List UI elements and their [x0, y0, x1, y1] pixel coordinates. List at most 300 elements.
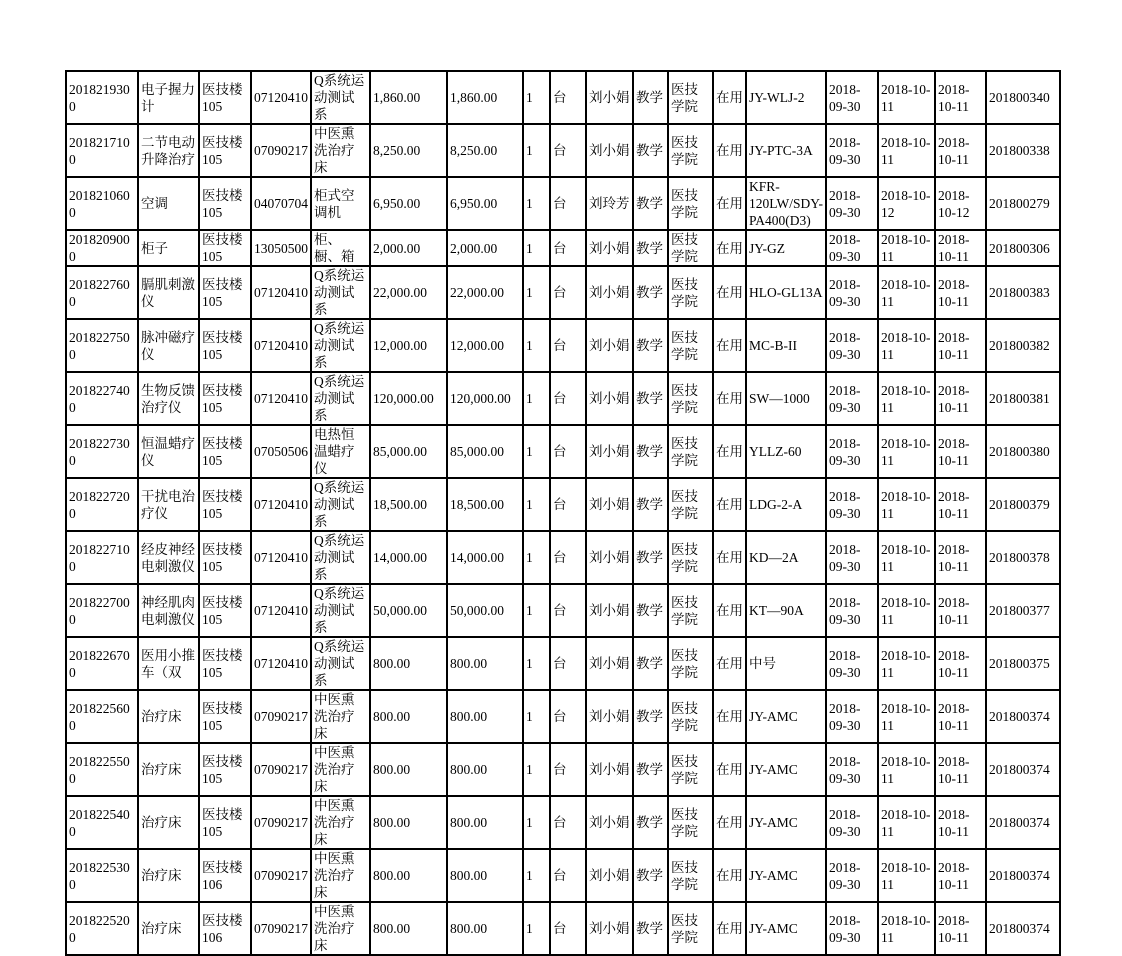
location-cell: 医技楼105 — [199, 319, 251, 372]
entry-date-cell: 2018-10-11 — [878, 637, 935, 690]
unit-cell: 台 — [550, 849, 586, 902]
location-cell: 医技楼105 — [199, 584, 251, 637]
asset-name-cell: 治疗床 — [138, 690, 199, 743]
total-price-cell: 12,000.00 — [447, 319, 523, 372]
total-price-cell: 120,000.00 — [447, 372, 523, 425]
category-name-cell: 中医熏洗治疗床 — [311, 743, 370, 796]
asset-name-cell: 空调 — [138, 177, 199, 230]
quantity-cell: 1 — [523, 849, 550, 902]
category-code-cell: 07120410 — [251, 266, 311, 319]
category-name-cell: 电热恒温蜡疗仪 — [311, 425, 370, 478]
total-price-cell: 18,500.00 — [447, 478, 523, 531]
status-cell: 在用 — [713, 796, 746, 849]
doc-number-cell: 201800383 — [986, 266, 1060, 319]
asset-name-cell: 脉冲磁疗仪 — [138, 319, 199, 372]
unit-price-cell: 800.00 — [370, 637, 447, 690]
usage-type-cell: 教学 — [633, 124, 668, 177]
doc-number-cell: 201800377 — [986, 584, 1060, 637]
doc-number-cell: 201800375 — [986, 637, 1060, 690]
quantity-cell: 1 — [523, 319, 550, 372]
department-cell: 医技学院 — [668, 177, 713, 230]
location-cell: 医技楼105 — [199, 266, 251, 319]
quantity-cell: 1 — [523, 796, 550, 849]
department-cell: 医技学院 — [668, 266, 713, 319]
usage-type-cell: 教学 — [633, 478, 668, 531]
unit-cell: 台 — [550, 319, 586, 372]
model-cell: LDG-2-A — [746, 478, 826, 531]
category-code-cell: 07120410 — [251, 637, 311, 690]
custodian-cell: 刘小娟 — [586, 531, 633, 584]
category-code-cell: 07120410 — [251, 531, 311, 584]
category-code-cell: 07090217 — [251, 690, 311, 743]
model-cell: HLO-GL13A — [746, 266, 826, 319]
unit-price-cell: 14,000.00 — [370, 531, 447, 584]
audit-date-cell: 2018-10-11 — [935, 902, 986, 955]
asset-name-cell: 电子握力计 — [138, 71, 199, 124]
total-price-cell: 50,000.00 — [447, 584, 523, 637]
status-cell: 在用 — [713, 124, 746, 177]
department-cell: 医技学院 — [668, 478, 713, 531]
asset-id-cell: 2018225600 — [66, 690, 138, 743]
quantity-cell: 1 — [523, 690, 550, 743]
total-price-cell: 2,000.00 — [447, 230, 523, 266]
category-name-cell: 中医熏洗治疗床 — [311, 796, 370, 849]
unit-cell: 台 — [550, 71, 586, 124]
location-cell: 医技楼105 — [199, 71, 251, 124]
acquire-date-cell: 2018-09-30 — [826, 584, 878, 637]
unit-cell: 台 — [550, 230, 586, 266]
usage-type-cell: 教学 — [633, 690, 668, 743]
acquire-date-cell: 2018-09-30 — [826, 230, 878, 266]
status-cell: 在用 — [713, 177, 746, 230]
department-cell: 医技学院 — [668, 124, 713, 177]
category-code-cell: 07090217 — [251, 743, 311, 796]
department-cell: 医技学院 — [668, 319, 713, 372]
unit-price-cell: 800.00 — [370, 690, 447, 743]
total-price-cell: 800.00 — [447, 849, 523, 902]
audit-date-cell: 2018-10-11 — [935, 690, 986, 743]
status-cell: 在用 — [713, 902, 746, 955]
location-cell: 医技楼105 — [199, 124, 251, 177]
quantity-cell: 1 — [523, 531, 550, 584]
department-cell: 医技学院 — [668, 690, 713, 743]
audit-date-cell: 2018-10-11 — [935, 849, 986, 902]
audit-date-cell: 2018-10-11 — [935, 230, 986, 266]
category-name-cell: Q系统运动测试系 — [311, 584, 370, 637]
model-cell: JY-WLJ-2 — [746, 71, 826, 124]
custodian-cell: 刘小娟 — [586, 743, 633, 796]
usage-type-cell: 教学 — [633, 177, 668, 230]
asset-id-cell: 2018226700 — [66, 637, 138, 690]
custodian-cell: 刘小娟 — [586, 690, 633, 743]
acquire-date-cell: 2018-09-30 — [826, 849, 878, 902]
acquire-date-cell: 2018-09-30 — [826, 372, 878, 425]
model-cell: YLLZ-60 — [746, 425, 826, 478]
entry-date-cell: 2018-10-11 — [878, 319, 935, 372]
quantity-cell: 1 — [523, 266, 550, 319]
model-cell: KFR-120LW/SDY-PA400(D3) — [746, 177, 826, 230]
doc-number-cell: 201800382 — [986, 319, 1060, 372]
asset-id-cell: 2018227300 — [66, 425, 138, 478]
unit-price-cell: 85,000.00 — [370, 425, 447, 478]
asset-name-cell: 膈肌刺激仪 — [138, 266, 199, 319]
total-price-cell: 800.00 — [447, 690, 523, 743]
asset-table — [65, 70, 1061, 956]
status-cell: 在用 — [713, 743, 746, 796]
location-cell: 医技楼105 — [199, 743, 251, 796]
department-cell: 医技学院 — [668, 849, 713, 902]
entry-date-cell: 2018-10-11 — [878, 743, 935, 796]
department-cell: 医技学院 — [668, 71, 713, 124]
unit-cell: 台 — [550, 796, 586, 849]
quantity-cell: 1 — [523, 71, 550, 124]
quantity-cell: 1 — [523, 902, 550, 955]
doc-number-cell: 201800374 — [986, 690, 1060, 743]
custodian-cell: 刘小娟 — [586, 637, 633, 690]
table-row — [66, 230, 1060, 266]
status-cell: 在用 — [713, 584, 746, 637]
usage-type-cell: 教学 — [633, 796, 668, 849]
table-row — [66, 425, 1060, 478]
unit-cell: 台 — [550, 425, 586, 478]
total-price-cell: 14,000.00 — [447, 531, 523, 584]
entry-date-cell: 2018-10-11 — [878, 796, 935, 849]
department-cell: 医技学院 — [668, 902, 713, 955]
usage-type-cell: 教学 — [633, 372, 668, 425]
status-cell: 在用 — [713, 478, 746, 531]
doc-number-cell: 201800374 — [986, 849, 1060, 902]
category-code-cell: 07120410 — [251, 71, 311, 124]
unit-price-cell: 18,500.00 — [370, 478, 447, 531]
acquire-date-cell: 2018-09-30 — [826, 124, 878, 177]
total-price-cell: 8,250.00 — [447, 124, 523, 177]
entry-date-cell: 2018-10-12 — [878, 177, 935, 230]
doc-number-cell: 201800306 — [986, 230, 1060, 266]
category-name-cell: Q系统运动测试系 — [311, 531, 370, 584]
usage-type-cell: 教学 — [633, 531, 668, 584]
unit-cell: 台 — [550, 531, 586, 584]
unit-cell: 台 — [550, 690, 586, 743]
quantity-cell: 1 — [523, 743, 550, 796]
unit-price-cell: 50,000.00 — [370, 584, 447, 637]
category-code-cell: 07090217 — [251, 849, 311, 902]
asset-name-cell: 治疗床 — [138, 849, 199, 902]
category-name-cell: 柜、橱、箱 — [311, 230, 370, 266]
entry-date-cell: 2018-10-11 — [878, 531, 935, 584]
category-code-cell: 13050500 — [251, 230, 311, 266]
status-cell: 在用 — [713, 372, 746, 425]
asset-name-cell: 经皮神经电刺激仪 — [138, 531, 199, 584]
usage-type-cell: 教学 — [633, 902, 668, 955]
category-code-cell: 07090217 — [251, 796, 311, 849]
usage-type-cell: 教学 — [633, 849, 668, 902]
total-price-cell: 6,950.00 — [447, 177, 523, 230]
quantity-cell: 1 — [523, 177, 550, 230]
asset-name-cell: 恒温蜡疗仪 — [138, 425, 199, 478]
entry-date-cell: 2018-10-11 — [878, 372, 935, 425]
asset-id-cell: 2018227400 — [66, 372, 138, 425]
model-cell: JY-AMC — [746, 902, 826, 955]
department-cell: 医技学院 — [668, 425, 713, 478]
quantity-cell: 1 — [523, 478, 550, 531]
entry-date-cell: 2018-10-11 — [878, 690, 935, 743]
entry-date-cell: 2018-10-11 — [878, 230, 935, 266]
asset-id-cell: 2018227100 — [66, 531, 138, 584]
unit-cell: 台 — [550, 637, 586, 690]
category-name-cell: Q系统运动测试系 — [311, 637, 370, 690]
total-price-cell: 1,860.00 — [447, 71, 523, 124]
category-code-cell: 07120410 — [251, 478, 311, 531]
model-cell: JY-AMC — [746, 690, 826, 743]
department-cell: 医技学院 — [668, 743, 713, 796]
asset-id-cell: 2018225300 — [66, 849, 138, 902]
asset-id-cell: 2018227600 — [66, 266, 138, 319]
department-cell: 医技学院 — [668, 230, 713, 266]
audit-date-cell: 2018-10-11 — [935, 372, 986, 425]
quantity-cell: 1 — [523, 637, 550, 690]
location-cell: 医技楼105 — [199, 478, 251, 531]
table-row — [66, 531, 1060, 584]
quantity-cell: 1 — [523, 124, 550, 177]
total-price-cell: 800.00 — [447, 902, 523, 955]
total-price-cell: 800.00 — [447, 796, 523, 849]
usage-type-cell: 教学 — [633, 266, 668, 319]
category-code-cell: 07120410 — [251, 372, 311, 425]
custodian-cell: 刘小娟 — [586, 796, 633, 849]
custodian-cell: 刘小娟 — [586, 478, 633, 531]
usage-type-cell: 教学 — [633, 319, 668, 372]
doc-number-cell: 201800374 — [986, 796, 1060, 849]
status-cell: 在用 — [713, 230, 746, 266]
category-name-cell: Q系统运动测试系 — [311, 372, 370, 425]
entry-date-cell: 2018-10-11 — [878, 124, 935, 177]
category-code-cell: 07050506 — [251, 425, 311, 478]
unit-price-cell: 12,000.00 — [370, 319, 447, 372]
category-name-cell: 柜式空调机 — [311, 177, 370, 230]
department-cell: 医技学院 — [668, 372, 713, 425]
custodian-cell: 刘小娟 — [586, 372, 633, 425]
acquire-date-cell: 2018-09-30 — [826, 478, 878, 531]
acquire-date-cell: 2018-09-30 — [826, 743, 878, 796]
table-row — [66, 849, 1060, 902]
entry-date-cell: 2018-10-11 — [878, 902, 935, 955]
audit-date-cell: 2018-10-11 — [935, 425, 986, 478]
location-cell: 医技楼105 — [199, 531, 251, 584]
unit-price-cell: 800.00 — [370, 849, 447, 902]
asset-name-cell: 生物反馈治疗仪 — [138, 372, 199, 425]
acquire-date-cell: 2018-09-30 — [826, 690, 878, 743]
table-row — [66, 796, 1060, 849]
asset-name-cell: 二节电动升降治疗 — [138, 124, 199, 177]
audit-date-cell: 2018-10-12 — [935, 177, 986, 230]
model-cell: JY-AMC — [746, 849, 826, 902]
asset-id-cell: 2018225400 — [66, 796, 138, 849]
unit-price-cell: 800.00 — [370, 902, 447, 955]
total-price-cell: 800.00 — [447, 743, 523, 796]
acquire-date-cell: 2018-09-30 — [826, 531, 878, 584]
unit-cell: 台 — [550, 584, 586, 637]
audit-date-cell: 2018-10-11 — [935, 531, 986, 584]
status-cell: 在用 — [713, 266, 746, 319]
location-cell: 医技楼105 — [199, 690, 251, 743]
unit-cell: 台 — [550, 177, 586, 230]
audit-date-cell: 2018-10-11 — [935, 584, 986, 637]
asset-id-cell: 2018227500 — [66, 319, 138, 372]
category-name-cell: Q系统运动测试系 — [311, 266, 370, 319]
asset-name-cell: 神经肌肉电刺激仪 — [138, 584, 199, 637]
audit-date-cell: 2018-10-11 — [935, 478, 986, 531]
asset-name-cell: 医用小推车（双 — [138, 637, 199, 690]
unit-price-cell: 120,000.00 — [370, 372, 447, 425]
unit-cell: 台 — [550, 478, 586, 531]
table-row — [66, 637, 1060, 690]
status-cell: 在用 — [713, 425, 746, 478]
location-cell: 医技楼105 — [199, 637, 251, 690]
acquire-date-cell: 2018-09-30 — [826, 902, 878, 955]
category-name-cell: 中医熏洗治疗床 — [311, 902, 370, 955]
acquire-date-cell: 2018-09-30 — [826, 796, 878, 849]
doc-number-cell: 201800379 — [986, 478, 1060, 531]
asset-name-cell: 治疗床 — [138, 796, 199, 849]
status-cell: 在用 — [713, 71, 746, 124]
model-cell: MC-B-II — [746, 319, 826, 372]
quantity-cell: 1 — [523, 425, 550, 478]
table-body — [66, 71, 1060, 955]
category-name-cell: Q系统运动测试系 — [311, 71, 370, 124]
table-row — [66, 372, 1060, 425]
usage-type-cell: 教学 — [633, 71, 668, 124]
status-cell: 在用 — [713, 531, 746, 584]
custodian-cell: 刘小娟 — [586, 902, 633, 955]
status-cell: 在用 — [713, 319, 746, 372]
quantity-cell: 1 — [523, 372, 550, 425]
category-name-cell: Q系统运动测试系 — [311, 319, 370, 372]
status-cell: 在用 — [713, 849, 746, 902]
entry-date-cell: 2018-10-11 — [878, 849, 935, 902]
asset-id-cell: 2018210600 — [66, 177, 138, 230]
doc-number-cell: 201800340 — [986, 71, 1060, 124]
acquire-date-cell: 2018-09-30 — [826, 425, 878, 478]
model-cell: KD—2A — [746, 531, 826, 584]
asset-name-cell: 柜子 — [138, 230, 199, 266]
doc-number-cell: 201800380 — [986, 425, 1060, 478]
audit-date-cell: 2018-10-11 — [935, 637, 986, 690]
usage-type-cell: 教学 — [633, 743, 668, 796]
audit-date-cell: 2018-10-11 — [935, 266, 986, 319]
total-price-cell: 800.00 — [447, 637, 523, 690]
audit-date-cell: 2018-10-11 — [935, 796, 986, 849]
unit-cell: 台 — [550, 266, 586, 319]
custodian-cell: 刘小娟 — [586, 266, 633, 319]
category-code-cell: 07120410 — [251, 584, 311, 637]
table-row — [66, 266, 1060, 319]
quantity-cell: 1 — [523, 584, 550, 637]
acquire-date-cell: 2018-09-30 — [826, 266, 878, 319]
total-price-cell: 85,000.00 — [447, 425, 523, 478]
model-cell: JY-AMC — [746, 743, 826, 796]
entry-date-cell: 2018-10-11 — [878, 478, 935, 531]
model-cell: 中号 — [746, 637, 826, 690]
doc-number-cell: 201800374 — [986, 902, 1060, 955]
audit-date-cell: 2018-10-11 — [935, 743, 986, 796]
asset-name-cell: 治疗床 — [138, 902, 199, 955]
model-cell: JY-GZ — [746, 230, 826, 266]
audit-date-cell: 2018-10-11 — [935, 124, 986, 177]
model-cell: JY-AMC — [746, 796, 826, 849]
model-cell: KT—90A — [746, 584, 826, 637]
location-cell: 医技楼106 — [199, 849, 251, 902]
status-cell: 在用 — [713, 690, 746, 743]
asset-name-cell: 干扰电治疗仪 — [138, 478, 199, 531]
audit-date-cell: 2018-10-11 — [935, 71, 986, 124]
usage-type-cell: 教学 — [633, 230, 668, 266]
usage-type-cell: 教学 — [633, 584, 668, 637]
custodian-cell: 刘玲芳 — [586, 177, 633, 230]
table-row — [66, 902, 1060, 955]
doc-number-cell: 201800338 — [986, 124, 1060, 177]
location-cell: 医技楼106 — [199, 902, 251, 955]
unit-price-cell: 800.00 — [370, 796, 447, 849]
custodian-cell: 刘小娟 — [586, 124, 633, 177]
doc-number-cell: 201800381 — [986, 372, 1060, 425]
asset-id-cell: 2018227200 — [66, 478, 138, 531]
asset-id-cell: 2018227000 — [66, 584, 138, 637]
model-cell: SW—1000 — [746, 372, 826, 425]
department-cell: 医技学院 — [668, 584, 713, 637]
category-code-cell: 07090217 — [251, 124, 311, 177]
table-row — [66, 319, 1060, 372]
acquire-date-cell: 2018-09-30 — [826, 319, 878, 372]
audit-date-cell: 2018-10-11 — [935, 319, 986, 372]
total-price-cell: 22,000.00 — [447, 266, 523, 319]
location-cell: 医技楼105 — [199, 425, 251, 478]
doc-number-cell: 201800279 — [986, 177, 1060, 230]
department-cell: 医技学院 — [668, 637, 713, 690]
acquire-date-cell: 2018-09-30 — [826, 71, 878, 124]
unit-price-cell: 22,000.00 — [370, 266, 447, 319]
table-row — [66, 478, 1060, 531]
doc-number-cell: 201800378 — [986, 531, 1060, 584]
custodian-cell: 刘小娟 — [586, 319, 633, 372]
unit-price-cell: 6,950.00 — [370, 177, 447, 230]
model-cell: JY-PTC-3A — [746, 124, 826, 177]
location-cell: 医技楼105 — [199, 177, 251, 230]
entry-date-cell: 2018-10-11 — [878, 71, 935, 124]
unit-price-cell: 800.00 — [370, 743, 447, 796]
category-code-cell: 07120410 — [251, 319, 311, 372]
department-cell: 医技学院 — [668, 531, 713, 584]
usage-type-cell: 教学 — [633, 637, 668, 690]
unit-cell: 台 — [550, 743, 586, 796]
custodian-cell: 刘小娟 — [586, 584, 633, 637]
unit-cell: 台 — [550, 124, 586, 177]
entry-date-cell: 2018-10-11 — [878, 425, 935, 478]
unit-cell: 台 — [550, 902, 586, 955]
location-cell: 医技楼105 — [199, 372, 251, 425]
status-cell: 在用 — [713, 637, 746, 690]
asset-name-cell: 治疗床 — [138, 743, 199, 796]
table-row — [66, 584, 1060, 637]
category-name-cell: 中医熏洗治疗床 — [311, 849, 370, 902]
usage-type-cell: 教学 — [633, 425, 668, 478]
table-row — [66, 743, 1060, 796]
category-name-cell: 中医熏洗治疗床 — [311, 690, 370, 743]
asset-id-cell: 2018225500 — [66, 743, 138, 796]
custodian-cell: 刘小娟 — [586, 849, 633, 902]
department-cell: 医技学院 — [668, 796, 713, 849]
acquire-date-cell: 2018-09-30 — [826, 637, 878, 690]
acquire-date-cell: 2018-09-30 — [826, 177, 878, 230]
